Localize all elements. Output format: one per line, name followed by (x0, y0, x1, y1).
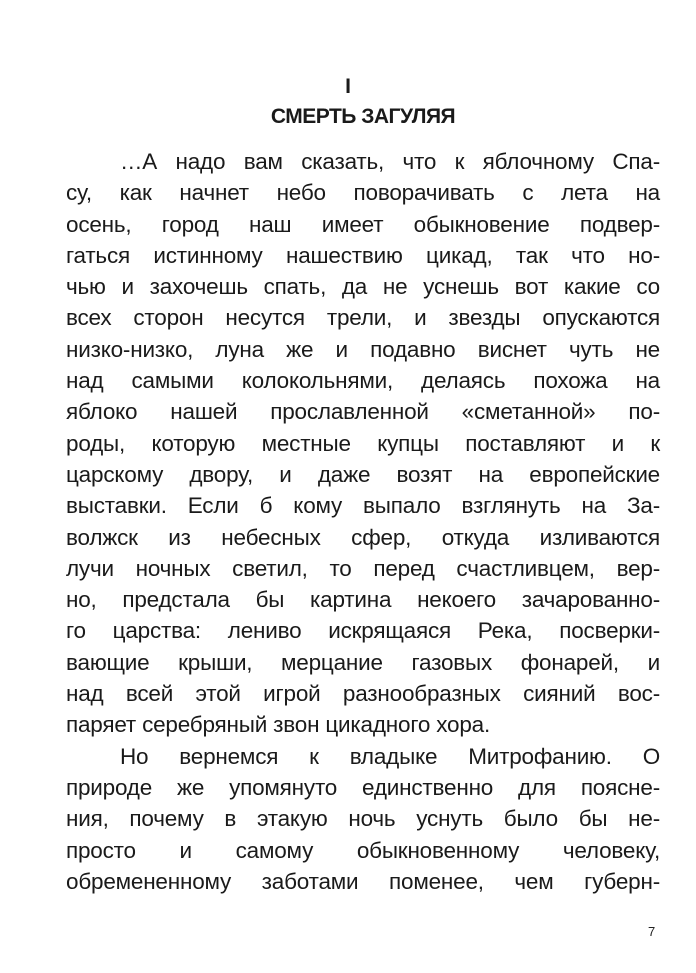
text-line: го царства: лениво искрящаяся Река, посверки- (66, 618, 660, 644)
chapter-title: СМЕРТЬ ЗАГУЛЯЯ (270, 105, 456, 128)
paragraph (66, 741, 660, 897)
text-line: лучи ночных светил, то перед счастливцем, вер- (66, 555, 660, 581)
text-line: чью и захочешь спать, да не уснешь вот какие со (66, 274, 660, 300)
page-number: 7 (648, 924, 656, 939)
text-line: осень, город наш имеет обыкновение подвер- (66, 211, 660, 237)
text-line: яблоко нашей прославленной «сметанной» по- (66, 399, 660, 425)
text-line: роды, которую местные купцы поставляют и к (66, 430, 660, 456)
chapter-number: I (345, 75, 351, 98)
text-line: над всей этой игрой разнообразных сияний вос- (66, 681, 660, 707)
text-line: волжск из небесных сфер, откуда изливаются (66, 524, 660, 550)
body-text (66, 146, 660, 897)
text-line: паряет серебряный звон цикадного хора. (66, 712, 490, 738)
text-line: обремененному заботами поменее, чем губерн- (66, 868, 660, 894)
text-line: низко-низко, луна же и подавно виснет чуть не (66, 336, 660, 362)
text-line: просто и самому обыкновенному человеку, (66, 837, 660, 863)
text-line: ния, почему в этакую ночь уснуть было бы не- (66, 806, 660, 832)
text-line: но, предстала бы картина некоего зачарованно- (66, 587, 660, 613)
paragraph (66, 146, 660, 741)
text-line: гаться истинному нашествию цикад, так что но- (66, 242, 660, 268)
text-line: природе же упомянуто единственно для поясне- (66, 774, 660, 800)
text-line: царскому двору, и даже возят на европейские (66, 461, 660, 487)
text-line: вающие крыши, мерцание газовых фонарей, и (66, 649, 660, 675)
text-line: Но вернемся к владыке Митрофанию. О (120, 743, 660, 769)
text-line: всех сторон несутся трели, и звезды опускаются (66, 305, 660, 331)
text-line: …А надо вам сказать, что к яблочному Спа- (120, 149, 660, 174)
text-line: су, как начнет небо поворачивать с лета на (66, 180, 660, 206)
text-line: над самыми колокольнями, делаясь похожа на (66, 368, 660, 394)
text-line: выставки. Если б кому выпало взглянуть на За- (66, 493, 660, 519)
